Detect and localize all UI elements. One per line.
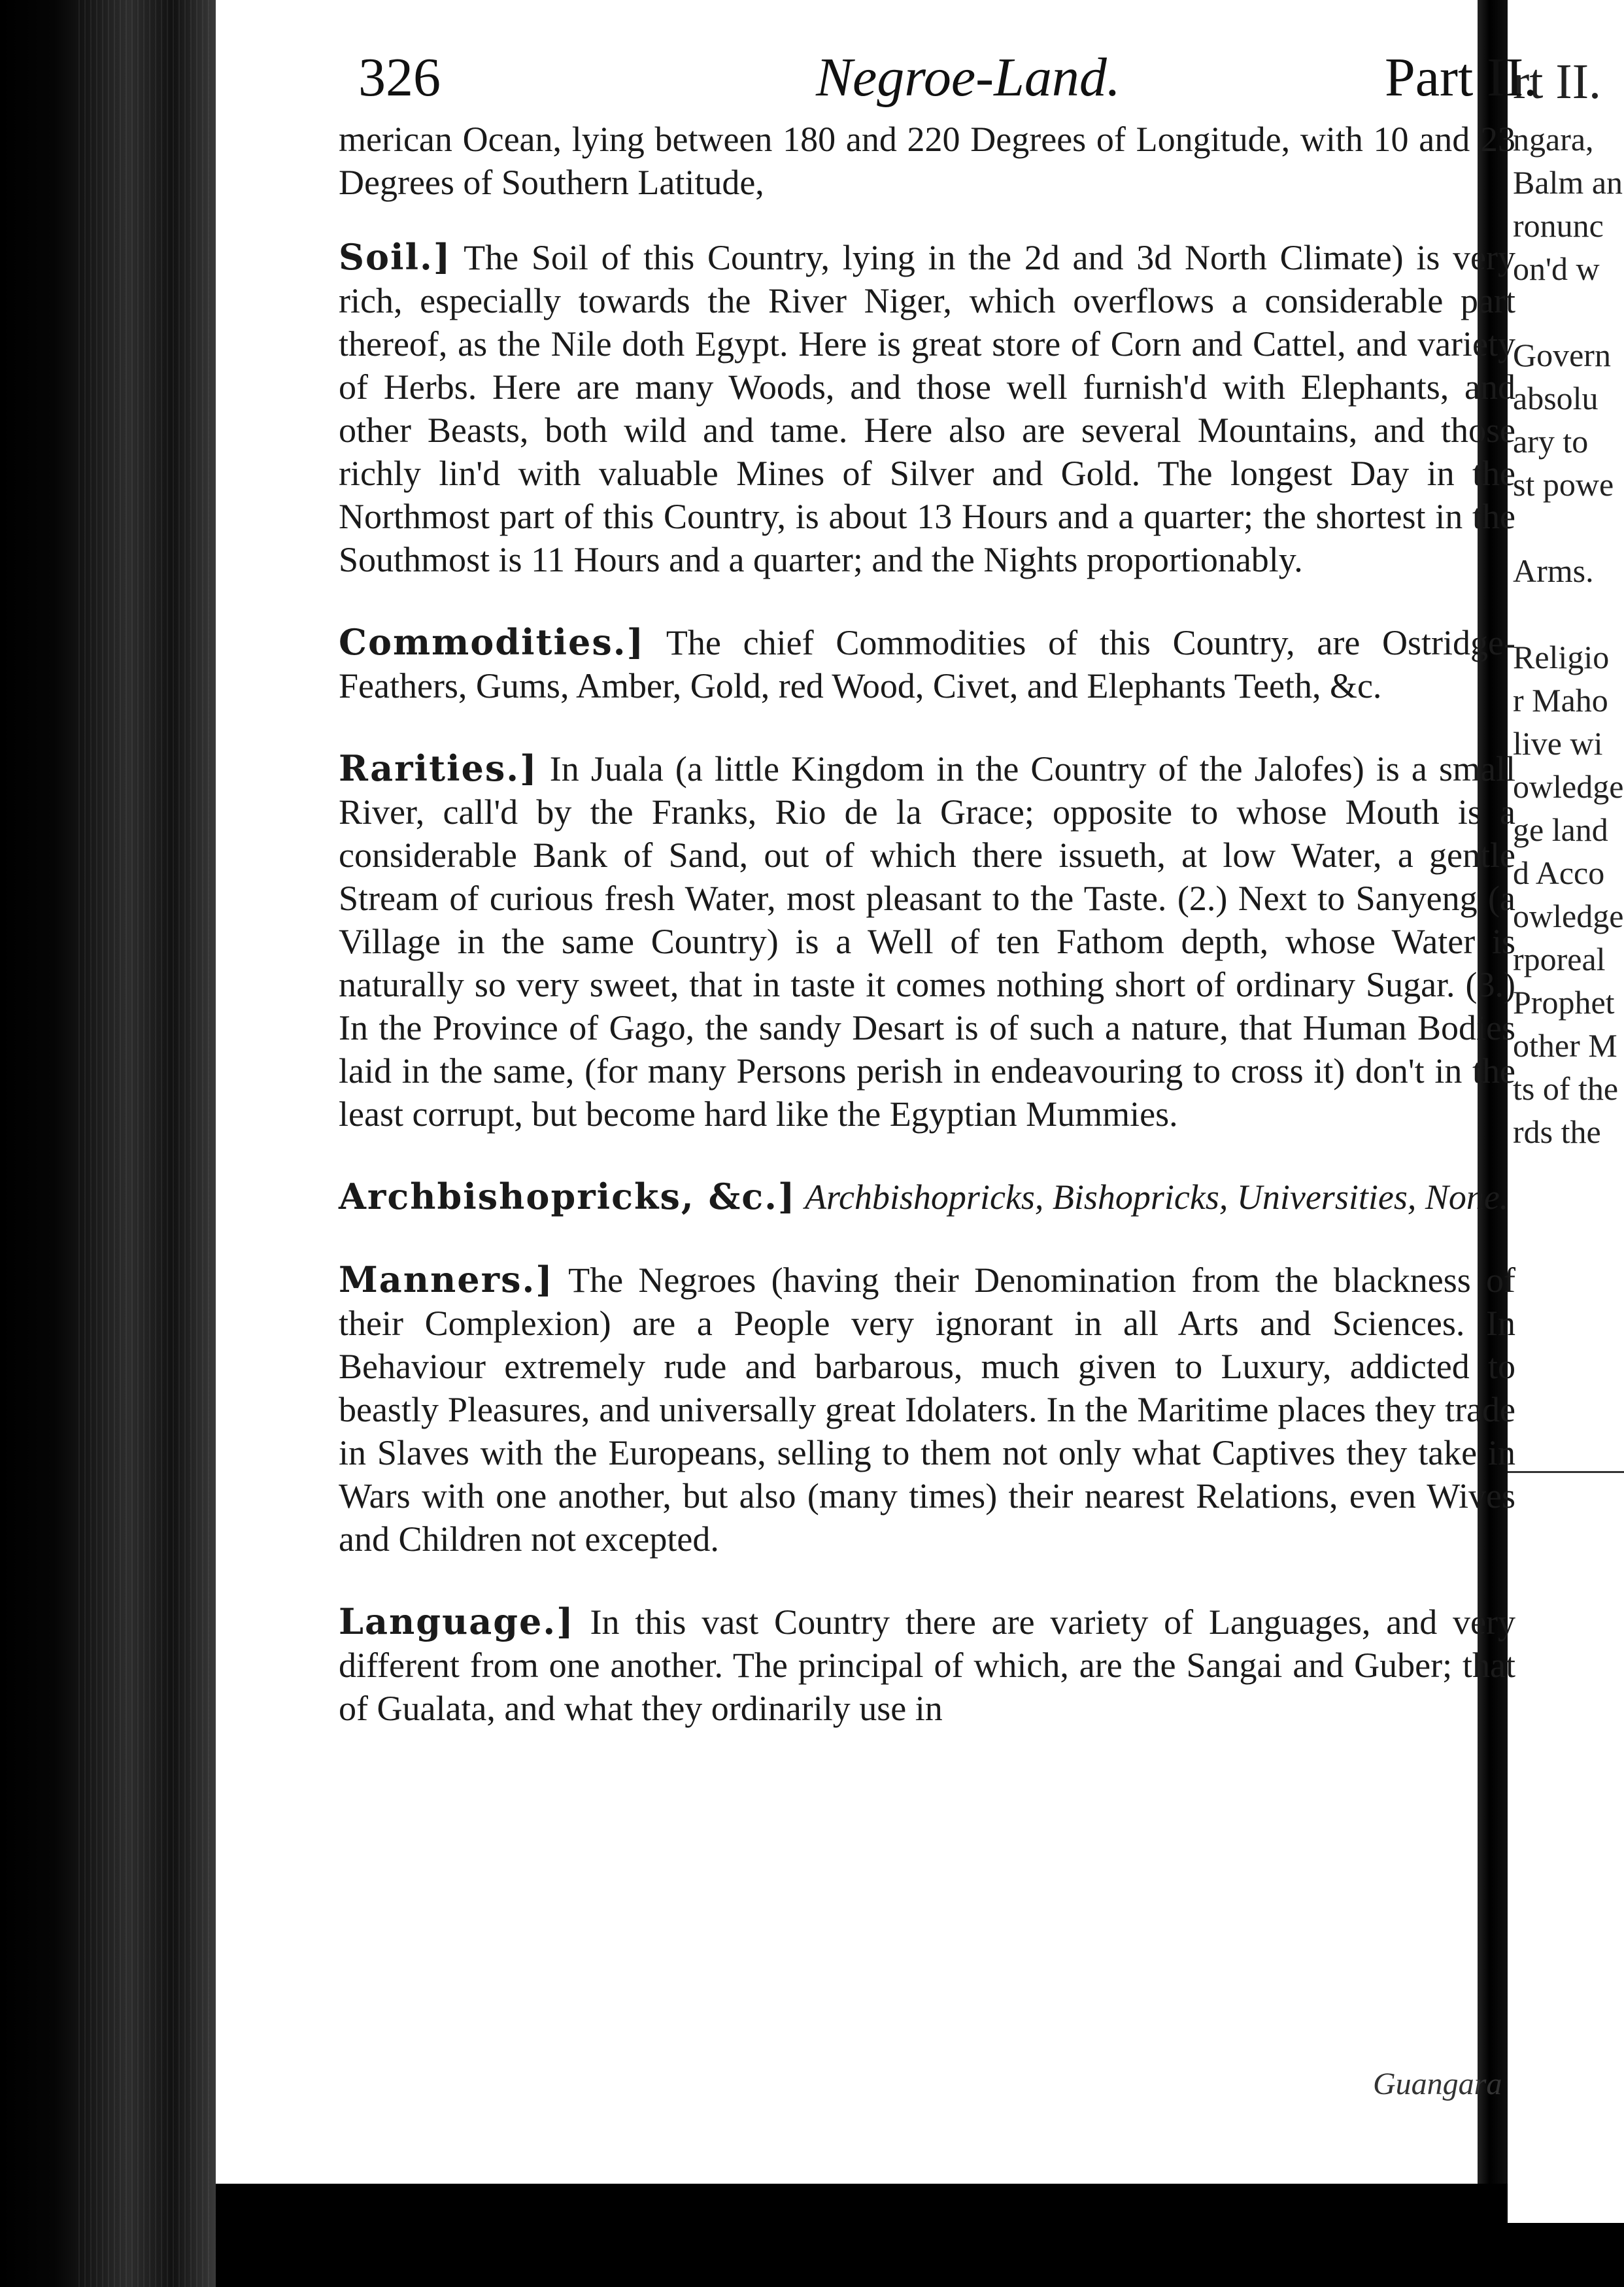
right-page xyxy=(1508,0,1624,2223)
section-heading-rarities: Rarities.] xyxy=(339,747,538,789)
catchword: Guangara xyxy=(1373,2067,1502,2101)
right-page-line: owledge xyxy=(1513,898,1624,934)
right-page-line: rporeal xyxy=(1513,941,1606,977)
section-heading-commodities: Commodities.] xyxy=(339,621,645,663)
section-heading-soil: Soil.] xyxy=(339,236,452,278)
right-page-line: live wi xyxy=(1513,725,1603,762)
paragraph-commodities xyxy=(339,620,1515,707)
right-page-line: absolu xyxy=(1513,380,1599,416)
right-page-line: Religio xyxy=(1513,639,1610,675)
right-page-line: on'd w xyxy=(1513,250,1600,287)
paragraph-text: In this vast Country there are variety of Languages, and very different from one another. The principal of which, are the Sangai and Guber; that of Gualata, and what they ordinarily use in xyxy=(339,1602,1515,1728)
scan-margin xyxy=(216,2184,1508,2287)
right-page-line: ts of the xyxy=(1513,1070,1619,1107)
right-page-line xyxy=(1508,592,1624,635)
right-page-line xyxy=(1508,506,1624,549)
paragraph-manners xyxy=(339,1258,1515,1561)
paragraph-text: The Soil of this Country, lying in the 2d and 3d North Climate) is very rich, especially towards the River Niger, which overflows a considerable part thereof, as the Nile doth Egypt. Here is great store of Corn and Cattel, and variety of Herbs. Here are many Woods, and those well furnish'd with Elephants, and other Beasts, both wild and tame. Here also are several Mountains, and those richly lin'd with valuable Mines of Silver and Gold. The longest Day in the Northmost part of this Country, is about 13 Hours and a quarter; the shortest in the Southmost is 11 Hours and a quarter; and the Nights proportionably. xyxy=(339,238,1515,579)
paragraph-text: In Juala (a little Kingdom in the Country of the Jalofes) is a small River, call'd by the Franks, Rio de la Grace; opposite to whose Mouth is a considerable Bank of Sand, out of which there issueth, at low Water, a gentle Stream of curious fresh Water, most pleasant to the Taste. (2.) Next to Sanyeng (a Village in the same Country) is a Well of ten Fathom depth, whose Water is naturally so very sweet, that in taste it comes nothing short of ordinary Sugar. (3.) In the Province of Gago, the sandy Desart is of such a nature, that Human Bodies laid in the same, (for many Persons perish in endeavouring to cross it) don't in the least corrupt, but become hard like the Egyptian Mummies. xyxy=(339,749,1515,1134)
page-header xyxy=(358,46,1538,118)
right-page-line: Govern xyxy=(1513,337,1611,373)
section-heading-language: Language.] xyxy=(339,1601,575,1642)
running-title: Negroe-Land. xyxy=(816,47,1121,108)
section-heading-manners: Manners.] xyxy=(339,1259,554,1300)
right-page-lines xyxy=(1508,118,1624,1153)
paragraph-rarities xyxy=(339,747,1515,1136)
main-text xyxy=(339,118,1515,1769)
page-number: 326 xyxy=(358,47,441,108)
right-page-line: r Maho xyxy=(1513,682,1608,719)
right-page-line: ronunc xyxy=(1513,207,1604,244)
section-heading-archbishopricks: Archbishopricks, &c.] xyxy=(339,1176,796,1217)
paragraph-text: The Negroes (having their Denomination from the blackness of their Complexion) are a People very ignorant in all Arts and Sciences. In Behaviour extremely rude and barbarous, much given to Luxury, addicted to beastly Pleasures, and universally great Idolaters. In the Maritime places they trade in Slaves with the Europeans, selling to them not only what Captives they take in Wars with one another, but also (many times) their nearest Relations, even Wives and Children not excepted. xyxy=(339,1261,1515,1559)
paragraph-intro xyxy=(339,118,1515,204)
right-page-line: Arms. xyxy=(1513,552,1594,589)
paragraph-text: The chief Commodities of this Country, are Ostridge-Feathers, Gums, Amber, Gold, red Wood, Civet, and Elephants Teeth, &c. xyxy=(339,623,1515,705)
paragraph-text: Archbishopricks, Bishopricks, Universities, None. xyxy=(804,1177,1509,1217)
right-page-header: rt II. xyxy=(1513,54,1602,109)
paragraph-text: merican Ocean, lying between 180 and 220 Degrees of Longitude, with 10 and 23 Degrees of Southern Latitude, xyxy=(339,120,1515,202)
right-page-line: ngara, xyxy=(1513,121,1594,158)
page-edges xyxy=(78,0,209,2287)
right-page-line: ary to xyxy=(1513,423,1589,460)
right-page-line: rds the xyxy=(1513,1113,1601,1150)
right-page-line: st powe xyxy=(1513,466,1614,503)
part-label: Part II. xyxy=(1385,47,1538,108)
right-page-line: owledge xyxy=(1513,768,1624,805)
paragraph-language xyxy=(339,1600,1515,1730)
right-page-line: other M xyxy=(1513,1027,1617,1064)
right-page-line xyxy=(1508,290,1624,333)
right-page-line: Balm an xyxy=(1513,164,1623,201)
right-page-line: Prophet xyxy=(1513,984,1615,1021)
paragraph-archbishopricks xyxy=(339,1175,1515,1219)
right-page-line: d Acco xyxy=(1513,855,1605,891)
paragraph-soil xyxy=(339,235,1515,581)
right-page-rule xyxy=(1508,1471,1624,1473)
right-page-line: ge land xyxy=(1513,811,1608,848)
